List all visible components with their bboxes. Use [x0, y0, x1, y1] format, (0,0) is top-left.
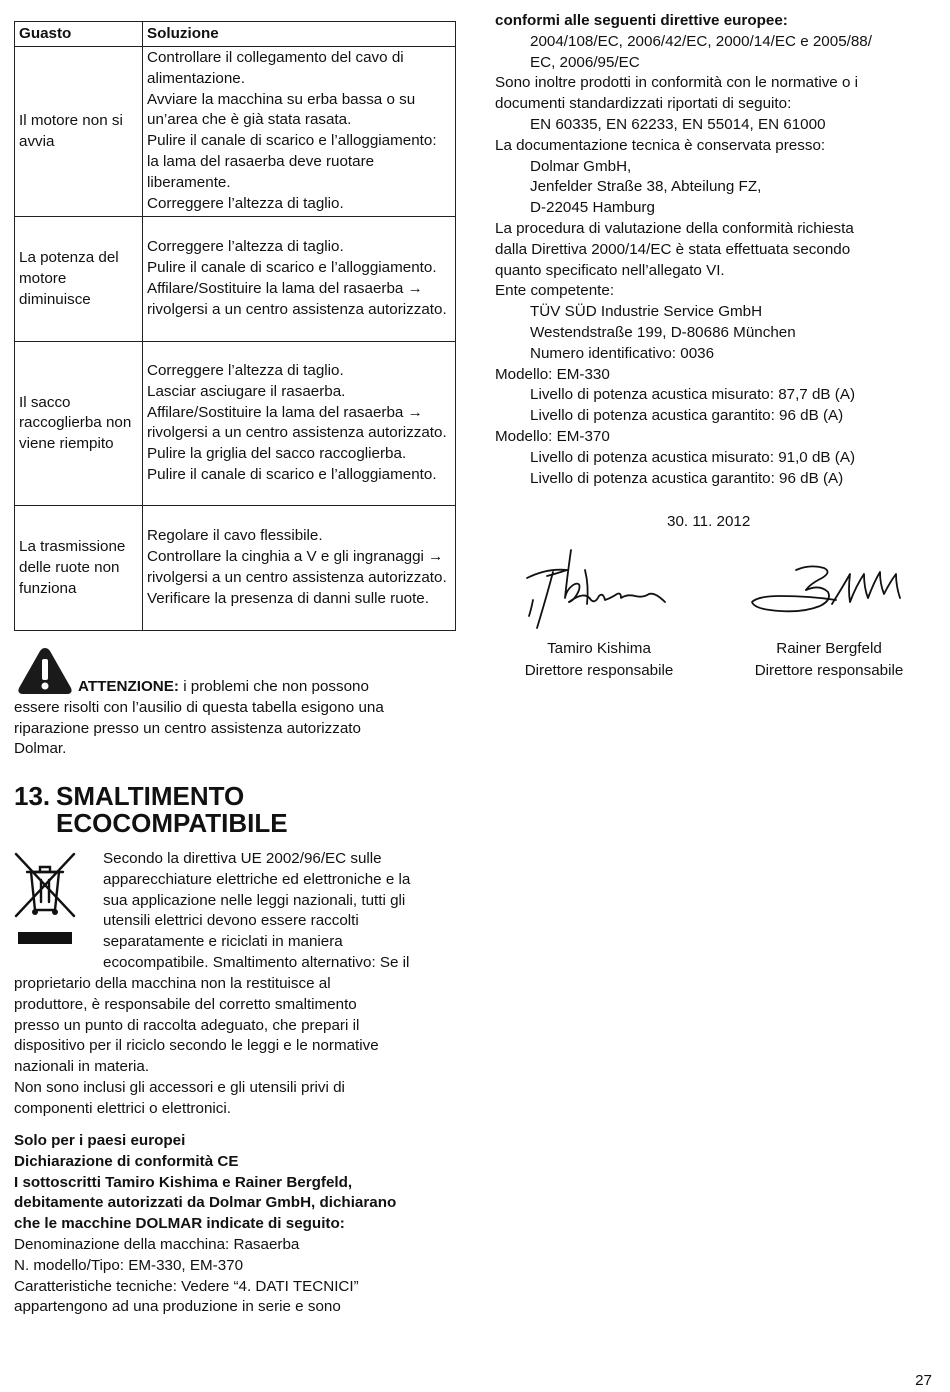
declaration-line: Denominazione della macchina: Rasaerba	[14, 1235, 300, 1253]
signatory-role: Direttore responsabile	[754, 662, 904, 679]
conformity-line: Ente competente:	[495, 282, 615, 300]
solution-line: Lasciar asciugare il rasaerba.	[147, 382, 346, 400]
solution-cell	[143, 342, 456, 506]
crossed-bin-icon	[13, 852, 77, 948]
solution-line: Affilare/Sostituire la lama del rasaerba → rivolgersi a un centro assistenza autorizzato.	[147, 279, 447, 318]
signatory-kishima	[499, 638, 699, 682]
disposal-paragraph	[14, 974, 459, 1120]
conformity-line: Jenfelder Straße 38, Abteilung FZ,	[530, 178, 762, 196]
solution-line: Affilare/Sostituire la lama del rasaerba → rivolgersi a un centro assistenza autorizzato.	[147, 403, 447, 442]
signatory-name: Rainer Bergfeld	[776, 640, 882, 657]
conformity-line: 2004/108/EC, 2006/42/EC, 2000/14/EC e 2005/88/	[530, 32, 872, 50]
solution-cell	[143, 47, 456, 217]
conformity-line: Modello: EM-370	[495, 427, 610, 445]
weee-line: apparecchiature elettriche ed elettroniche e la	[103, 870, 411, 888]
warning-text-3: riparazione presso un centro assistenza autorizzato	[14, 719, 361, 737]
column-header-fault: Guasto	[15, 22, 143, 47]
body-line: nazionali in materia.	[14, 1058, 150, 1076]
declaration-line: N. modello/Tipo: EM-330, EM-370	[14, 1256, 244, 1274]
solution-line: Correggere l’altezza di taglio.	[147, 238, 344, 256]
conformity-line: Numero identificativo: 0036	[530, 344, 715, 362]
declaration-bold-line: I sottoscritti Tamiro Kishima e Rainer Bergfeld,	[14, 1173, 353, 1191]
conformity-line: Sono inoltre prodotti in conformità con le normative o i	[495, 74, 859, 92]
conformity-line: Livello di potenza acustica garantito: 96 dB (A)	[530, 469, 844, 487]
right-column	[495, 11, 940, 489]
solution-line: Pulire il canale di scarico e l’alloggiamento.	[147, 259, 437, 277]
declaration-bold-line: che le macchine DOLMAR indicate di seguito:	[14, 1215, 345, 1233]
body-line: componenti elettrici o elettronici.	[14, 1099, 231, 1117]
solution-line: Verificare la presenza di danni sulle ruote.	[147, 589, 429, 607]
fault-cell: Il sacco raccoglierba non viene riempito	[15, 342, 143, 506]
conformity-line: documenti standardizzati riportati di seguito:	[495, 95, 792, 113]
table-row	[15, 506, 456, 631]
conformity-line: D-22045 Hamburg	[530, 199, 655, 217]
solution-cell	[143, 217, 456, 342]
solution-line: Controllare il collegamento del cavo di alimentazione.	[147, 49, 404, 87]
declaration-block	[14, 1131, 464, 1318]
table-row	[15, 342, 456, 506]
signatory-bergfeld	[729, 638, 929, 682]
warning-label: ATTENZIONE:	[78, 678, 179, 695]
weee-line: utensili elettrici devono essere raccolti	[103, 912, 359, 930]
solution-line: Avviare la macchina su erba bassa o su un’area che è già stata rasata.	[147, 90, 416, 129]
weee-paragraph	[103, 849, 463, 974]
warning-block	[14, 677, 454, 760]
solution-cell	[143, 506, 456, 631]
conformity-line: La documentazione tecnica è conservata presso:	[495, 136, 826, 154]
table-row	[15, 47, 456, 217]
table-row	[15, 217, 456, 342]
conformity-line: quanto specificato nell’allegato VI.	[495, 261, 725, 279]
body-line: Non sono inclusi gli accessori e gli utensili privi di	[14, 1078, 345, 1096]
weee-line: ecocompatibile. Smaltimento alternativo: Se il	[103, 953, 410, 971]
declaration-line: Caratteristiche tecniche: Vedere “4. DATI TECNICI”	[14, 1277, 359, 1295]
conformity-line: EN 60335, EN 62233, EN 55014, EN 61000	[530, 115, 826, 133]
solution-line: Pulire il canale di scarico e l’alloggiamento.	[147, 465, 437, 483]
weee-line: sua applicazione nelle leggi nazionali, tutti gli	[103, 891, 406, 909]
directives-heading: conformi alle seguenti direttive europee:	[495, 12, 788, 29]
warning-text-2: essere risolti con l’ausilio di questa tabella esigono una	[14, 698, 384, 716]
body-line: proprietario della macchina non la restituisce al	[14, 975, 331, 992]
conformity-line: TÜV SÜD Industrie Service GmbH	[530, 303, 763, 321]
fault-cell: La trasmissione delle ruote non funziona	[15, 506, 143, 631]
page-number: 27	[915, 1372, 932, 1389]
table-header-row	[15, 22, 456, 47]
body-line: produttore, è responsabile del corretto smaltimento	[14, 995, 357, 1013]
warning-text-1: i problemi che non possono	[183, 678, 369, 695]
body-line: dispositivo per il riciclo secondo le leggi e le normative	[14, 1037, 379, 1055]
conformity-line: La procedura di valutazione della conformità richiesta	[495, 219, 854, 237]
signatory-role: Direttore responsabile	[524, 662, 674, 679]
weee-line: separatamente e riciclati in maniera	[103, 933, 343, 951]
signature-kishima	[525, 540, 675, 635]
conformity-line: EC, 2006/95/EC	[530, 53, 640, 71]
signatory-name: Tamiro Kishima	[547, 640, 651, 657]
section-title	[56, 783, 288, 837]
conformity-line: Livello di potenza acustica misurato: 87,7 dB (A)	[530, 386, 856, 404]
conformity-line: dalla Direttiva 2000/14/EC è stata effettuata secondo	[495, 240, 851, 258]
solution-line: Regolare il cavo flessibile.	[147, 527, 323, 545]
body-line: presso un punto di raccolta adeguato, che prepari il	[14, 1016, 360, 1034]
conformity-line: Modello: EM-330	[495, 365, 610, 383]
column-header-solution: Soluzione	[143, 22, 456, 47]
declaration-bold-line: Dichiarazione di conformità CE	[14, 1152, 239, 1170]
fault-cell: Il motore non si avvia	[15, 47, 143, 217]
warning-text-4: Dolmar.	[14, 740, 67, 758]
solution-line: Pulire il canale di scarico e l’alloggiamento: la lama del rasaerba deve ruotare liberamente.	[147, 132, 437, 191]
troubleshooting-table	[14, 21, 456, 631]
solution-line: Correggere l’altezza di taglio.	[147, 361, 344, 379]
weee-line: Secondo la direttiva UE 2002/96/EC sulle	[103, 850, 382, 867]
section-title-line-1: SMALTIMENTO	[56, 781, 245, 811]
conformity-lines	[495, 32, 940, 490]
conformity-line: Westendstraße 199, D-80686 München	[530, 323, 796, 341]
conformity-line: Livello di potenza acustica garantito: 96 dB (A)	[530, 407, 844, 425]
declaration-bold-line: Solo per i paesi europei	[14, 1132, 186, 1149]
solution-line: Controllare la cinghia a V e gli ingranaggi → rivolgersi a un centro assistenza autorizzato.	[147, 548, 447, 586]
declaration-line: appartengono ad una produzione in serie e sono	[14, 1298, 341, 1316]
solution-line: Pulire la griglia del sacco raccoglierba.	[147, 445, 407, 463]
signature-bergfeld	[750, 560, 910, 620]
fault-cell: La potenza del motore diminuisce	[15, 217, 143, 342]
section-title-line-2: ECOCOMPATIBILE	[56, 808, 288, 838]
section-number: 13.	[14, 781, 51, 811]
conformity-line: Livello di potenza acustica misurato: 91,0 dB (A)	[530, 448, 856, 466]
declaration-date: 30. 11. 2012	[667, 513, 751, 530]
conformity-line: Dolmar GmbH,	[530, 157, 632, 175]
solution-line: Correggere l’altezza di taglio.	[147, 194, 344, 212]
declaration-bold-line: debitamente autorizzati da Dolmar GmbH, dichiarano	[14, 1194, 397, 1212]
